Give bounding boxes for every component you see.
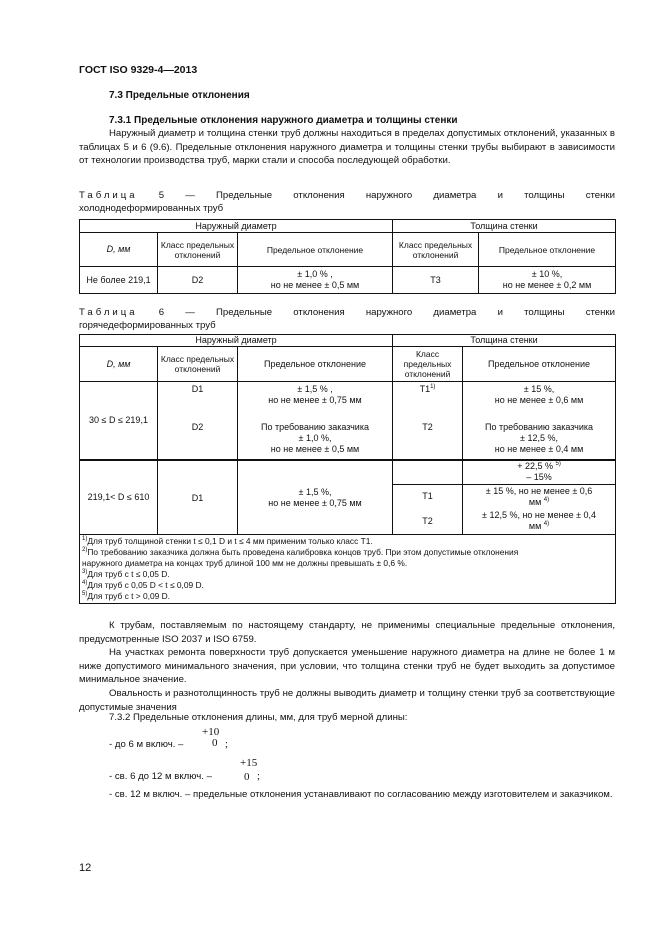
caption-word: наружного xyxy=(365,307,413,318)
t6-r2-outer-class: D1 xyxy=(158,460,238,535)
t6-r2-wall-dev-b-line1: ± 12,5 %, но не менее ± 0,4 xyxy=(482,510,597,521)
tolerance-lower: 0 xyxy=(244,771,250,783)
t6-r2-wall-top-dev xyxy=(463,460,616,485)
t6-r1b-wall-dev-line2: ± 12,5 %, xyxy=(520,432,558,443)
tolerance-lower: 0 xyxy=(212,737,218,749)
t5-col-class-wall: Класс предельных отклонений xyxy=(393,233,479,267)
t5-outer-dev-line2: но не менее ± 0,5 мм xyxy=(270,280,360,290)
t6-r2-wall-class-empty xyxy=(393,460,463,485)
t6-r1a-wall-class-label: T1 xyxy=(419,384,431,394)
length-tolerance-up-to-6m xyxy=(109,739,183,750)
t6-r2-wall-class-b: T2 xyxy=(393,509,463,535)
t5-group-wall: Толщина стенки xyxy=(393,220,616,233)
table-6 xyxy=(79,334,616,604)
t6-r2-outer-dev-line2: но не менее ± 0,75 мм xyxy=(268,497,362,508)
caption-word: отклонения xyxy=(293,307,345,318)
t6-r1b-wall-dev-line3: но не менее ± 0,4 мм xyxy=(494,443,584,454)
document-header: ГОСТ ISO 9329-4—2013 xyxy=(79,64,198,76)
caption-word: отклонения xyxy=(293,190,345,201)
length-label: - до 6 м включ. – xyxy=(109,739,184,750)
table-5 xyxy=(79,219,616,294)
t6-r1b-wall-dev xyxy=(463,412,616,460)
t6-r2-wall-dev-a-line1: ± 15 %, но не менее ± 0,6 xyxy=(485,485,593,496)
table6-caption-line2: горячедеформированных труб xyxy=(79,319,216,331)
t6-col-dev-wall: Предельное отклонение xyxy=(463,347,616,382)
t5-col-dev-wall: Предельное отклонение xyxy=(479,233,616,267)
caption-word: Предельные xyxy=(216,307,273,318)
caption-word: — xyxy=(185,307,195,318)
caption-word: диаметра xyxy=(433,307,477,318)
t6-r1b-outer-dev-line3: но не менее ± 0,5 мм xyxy=(270,443,360,454)
t6-r1b-outer-dev-line1: По требованию заказчика xyxy=(261,421,369,432)
footnote-number: 5) xyxy=(82,591,88,598)
tolerance-end: ; xyxy=(257,770,261,782)
table5-caption-line2: холоднодеформированных труб xyxy=(79,202,224,214)
footnote xyxy=(82,547,613,558)
caption-word: стенки xyxy=(585,190,615,201)
footnote-ref: 4) xyxy=(543,496,550,503)
footnote-text: Для труб с t > 0,09 D. xyxy=(87,591,170,601)
footnote xyxy=(82,580,613,591)
footnote xyxy=(82,569,613,580)
t6-range2: 219,1< D ≤ 610 xyxy=(80,460,158,535)
t6-r1a-wall-class xyxy=(393,382,463,412)
t6-r1a-outer-dev-line2: но не менее ± 0,75 мм xyxy=(268,395,362,405)
t5-cell-outer-class: D2 xyxy=(158,267,238,294)
t6-group-outer: Наружный диаметр xyxy=(80,335,393,347)
t6-r2-outer-dev xyxy=(238,460,393,535)
length-tolerance-over-12m: - св. 12 м включ. – предельные отклонения устанавливают по согласованию между изготовителем и заказчиком. xyxy=(109,789,613,800)
t6-r2-outer-dev-line1: ± 1,5 %, xyxy=(298,486,332,497)
paragraph-repair-areas: На участках ремонта поверхности труб допускается уменьшение наружного диаметра на длине не более 1 м ниже допустимого минимального значения, при условии, что толщина стенки труб не будет выходить за допустимое минимальное значение. xyxy=(79,647,615,686)
t6-r2-wall-class-a: T1 xyxy=(393,485,463,509)
footnote-text: наружного диаметра на концах труб длиной 100 мм не должны превышать ± 0,6 %. xyxy=(82,558,408,568)
footnote-number: 4) xyxy=(82,580,88,587)
footnote-ref: 1) xyxy=(430,384,436,390)
t6-r1b-outer-dev-line2: ± 1,0 %, xyxy=(298,432,332,443)
caption-word: Таблица xyxy=(79,190,138,201)
t6-r1a-wall-dev-line2: но не менее ± 0,6 мм xyxy=(494,395,584,405)
footnote-number: 3) xyxy=(82,569,88,576)
paragraph-tolerances-intro: Наружный диаметр и толщина стенки труб должны находиться в пределах допустимых отклонений, указанных в таблицах 5 и 6 (9.6). Предельные отклонения наружного диаметра и толщины стенки трубы выбирают в зависимости от технологии производства труб, марки стали и способа последующей обработки. xyxy=(79,128,615,167)
footnote-number: 2) xyxy=(82,547,88,554)
t6-r2-wall-dev-a xyxy=(463,485,616,509)
footnote-text: Для труб толщиной стенки t ≤ 0,1 D и t ≤ 4 мм применим только класс T1. xyxy=(87,536,373,546)
footnote-text: По требованию заказчика должна быть проведена калибровка концов труб. При этом допустимые отклонения xyxy=(87,547,519,557)
caption-word: Таблица xyxy=(79,307,138,318)
paragraph-ovality: Овальность и разнотолщинность труб не должны выводить диаметр и толщину стенки труб за соответствующие допустимые значения xyxy=(79,688,615,713)
t5-cell-wall-class: T3 xyxy=(393,267,479,294)
t5-cell-d: Не более 219,1 xyxy=(80,267,158,294)
caption-word: толщины xyxy=(524,307,565,318)
t6-col-d: D, мм xyxy=(80,347,158,382)
t6-footnotes xyxy=(80,535,616,604)
t6-r2-wall-top-line1: + 22,5 % xyxy=(517,461,553,472)
footnote xyxy=(82,536,613,547)
length-label: - св. 6 до 12 м включ. – xyxy=(109,771,212,782)
t6-col-class-outer: Класс предельных отклонений xyxy=(158,347,238,382)
caption-word: 5 xyxy=(158,190,165,201)
caption-word: и xyxy=(497,190,503,201)
t5-outer-dev-line1: ± 1,0 % , xyxy=(297,269,333,279)
t6-r1a-wall-dev xyxy=(463,382,616,412)
tolerance-upper: +15 xyxy=(240,757,258,769)
t6-r1a-wall-dev-line1: ± 15 %, xyxy=(523,384,555,394)
t5-cell-outer-dev xyxy=(238,267,393,294)
caption-word: наружного xyxy=(365,190,413,201)
tolerance-end: ; xyxy=(225,738,229,750)
t5-group-outer: Наружный диаметр xyxy=(80,220,393,233)
page-number: 12 xyxy=(79,862,92,874)
section-7-3-1-heading: 7.3.1 Предельные отклонения наружного диаметра и толщины стенки xyxy=(109,115,458,126)
footnote xyxy=(82,558,613,569)
t6-r1b-outer-dev xyxy=(238,412,393,460)
t6-r2-wall-dev-b xyxy=(463,509,616,535)
footnote-text: Для труб с 0,05 D < t ≤ 0,09 D. xyxy=(87,580,204,590)
footnote-text: Для труб с t ≤ 0,05 D. xyxy=(87,569,170,579)
caption-word: Предельные xyxy=(216,190,273,201)
paragraph-special-tolerances: К трубам, поставляемым по настоящему стандарту, не применимы специальные предельные отклонения, предусмотренные ISO 2037 и ISO 6759. xyxy=(79,620,615,645)
t6-r1b-outer-class: D2 xyxy=(158,412,238,460)
footnote-number: 1) xyxy=(82,536,88,543)
caption-word: толщины xyxy=(524,190,565,201)
length-tolerance-6-to-12m xyxy=(109,771,212,782)
t6-r2-wall-top-line2: – 15% xyxy=(526,472,552,483)
t6-r2-wall-dev-a-line2: мм xyxy=(528,496,542,507)
t6-r1a-outer-class: D1 xyxy=(158,382,238,412)
t6-col-class-wall: Класс предельных отклонений xyxy=(393,347,463,382)
t6-col-dev-outer: Предельное отклонение xyxy=(238,347,393,382)
t6-group-wall: Толщина стенки xyxy=(393,335,616,347)
t5-col-d: D, мм xyxy=(80,233,158,267)
t6-r1a-outer-dev xyxy=(238,382,393,412)
table6-caption xyxy=(79,307,615,333)
tolerance-upper: +10 xyxy=(202,726,220,738)
section-7-3-2-heading: 7.3.2 Предельные отклонения длины, мм, для труб мерной длины: xyxy=(109,712,408,723)
t5-cell-wall-dev xyxy=(479,267,616,294)
t5-col-class-outer: Класс предельных отклонений xyxy=(158,233,238,267)
section-7-3-heading: 7.3 Предельные отклонения xyxy=(109,90,250,101)
t5-wall-dev-line2: но не менее ± 0,2 мм xyxy=(502,280,592,290)
t6-r1a-outer-dev-line1: ± 1,5 % , xyxy=(297,384,333,394)
caption-word: диаметра xyxy=(433,190,477,201)
t5-col-dev-outer: Предельное отклонение xyxy=(238,233,393,267)
table5-caption xyxy=(79,190,615,216)
caption-word: стенки xyxy=(585,307,615,318)
t6-range1: 30 ≤ D ≤ 219,1 xyxy=(80,382,158,460)
caption-word: и xyxy=(497,307,503,318)
t5-wall-dev-line1: ± 10 %, xyxy=(531,269,563,279)
footnote xyxy=(82,591,613,602)
t6-r1b-wall-class: T2 xyxy=(393,412,463,460)
caption-word: 6 xyxy=(158,307,165,318)
caption-word: — xyxy=(185,190,195,201)
footnote-ref: 5) xyxy=(555,461,561,468)
t6-r1b-wall-dev-line1: По требованию заказчика xyxy=(485,421,593,432)
footnote-ref: 4) xyxy=(543,521,550,528)
t6-r2-wall-dev-b-line2: мм xyxy=(528,521,542,532)
